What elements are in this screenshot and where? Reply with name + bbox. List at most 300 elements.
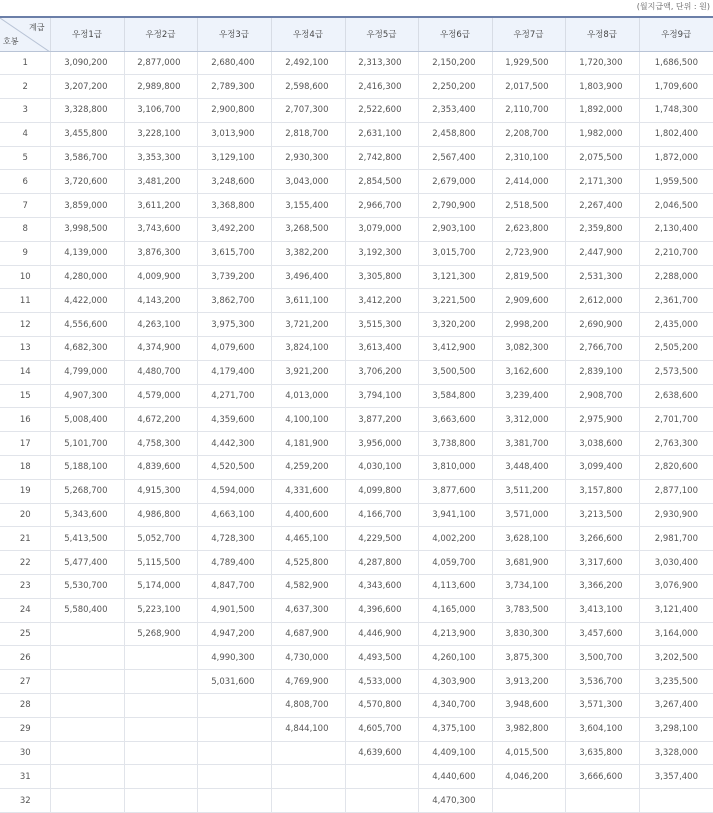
- step-cell: 27: [0, 670, 50, 694]
- salary-cell: 2,680,400: [197, 51, 271, 75]
- salary-cell: 1,686,500: [639, 51, 713, 75]
- salary-cell: [50, 622, 124, 646]
- salary-cell: 4,287,800: [345, 551, 418, 575]
- grade-header: 우정4급: [271, 17, 345, 51]
- step-cell: 8: [0, 218, 50, 242]
- salary-cell: 4,594,000: [197, 479, 271, 503]
- salary-cell: 3,794,100: [345, 384, 418, 408]
- grade-header: 우정6급: [418, 17, 492, 51]
- salary-cell: 3,030,400: [639, 551, 713, 575]
- salary-cell: 3,584,800: [418, 384, 492, 408]
- salary-cell: 2,046,500: [639, 194, 713, 218]
- salary-cell: 5,031,600: [197, 670, 271, 694]
- salary-cell: 3,611,200: [124, 194, 197, 218]
- salary-cell: 4,605,700: [345, 717, 418, 741]
- salary-cell: 4,374,900: [124, 337, 197, 361]
- salary-cell: 4,181,900: [271, 432, 345, 456]
- salary-cell: 5,343,600: [50, 503, 124, 527]
- salary-cell: 4,166,700: [345, 503, 418, 527]
- salary-cell: 3,192,300: [345, 241, 418, 265]
- step-cell: 24: [0, 598, 50, 622]
- salary-cell: 1,929,500: [492, 51, 565, 75]
- salary-cell: 2,854,500: [345, 170, 418, 194]
- salary-cell: 2,150,200: [418, 51, 492, 75]
- salary-cell: 4,013,000: [271, 384, 345, 408]
- salary-cell: 3,738,800: [418, 432, 492, 456]
- salary-cell: 4,839,600: [124, 456, 197, 480]
- salary-cell: 4,525,800: [271, 551, 345, 575]
- salary-cell: 4,682,300: [50, 337, 124, 361]
- salary-cell: [271, 789, 345, 813]
- grade-header: 우정8급: [565, 17, 639, 51]
- step-cell: 11: [0, 289, 50, 313]
- salary-cell: 5,223,100: [124, 598, 197, 622]
- salary-cell: 4,229,500: [345, 527, 418, 551]
- salary-cell: 3,381,700: [492, 432, 565, 456]
- salary-cell: 3,328,000: [639, 741, 713, 765]
- step-cell: 15: [0, 384, 50, 408]
- salary-cell: 5,052,700: [124, 527, 197, 551]
- salary-cell: [124, 646, 197, 670]
- salary-cell: 4,015,500: [492, 741, 565, 765]
- table-body: [0, 51, 713, 813]
- table-row: [0, 670, 713, 694]
- salary-cell: 1,803,900: [565, 75, 639, 99]
- salary-cell: 4,165,000: [418, 598, 492, 622]
- salary-cell: 3,877,600: [418, 479, 492, 503]
- salary-cell: [124, 670, 197, 694]
- salary-cell: 2,359,800: [565, 218, 639, 242]
- salary-cell: [345, 765, 418, 789]
- table-row: [0, 51, 713, 75]
- step-cell: 12: [0, 313, 50, 337]
- salary-cell: 4,493,500: [345, 646, 418, 670]
- salary-cell: 3,162,600: [492, 360, 565, 384]
- table-row: [0, 456, 713, 480]
- salary-cell: 3,268,500: [271, 218, 345, 242]
- corner-header: [0, 17, 50, 51]
- salary-cell: 2,819,500: [492, 265, 565, 289]
- salary-cell: 3,038,600: [565, 432, 639, 456]
- salary-cell: 2,522,600: [345, 99, 418, 123]
- table-row: [0, 503, 713, 527]
- salary-cell: 3,298,100: [639, 717, 713, 741]
- salary-cell: 3,267,400: [639, 694, 713, 718]
- salary-cell: 3,357,400: [639, 765, 713, 789]
- step-cell: 17: [0, 432, 50, 456]
- step-cell: 9: [0, 241, 50, 265]
- salary-cell: 5,101,700: [50, 432, 124, 456]
- step-cell: 32: [0, 789, 50, 813]
- salary-cell: 2,839,100: [565, 360, 639, 384]
- salary-cell: 3,706,200: [345, 360, 418, 384]
- salary-cell: 4,030,100: [345, 456, 418, 480]
- salary-cell: 2,903,100: [418, 218, 492, 242]
- salary-cell: 2,981,700: [639, 527, 713, 551]
- salary-cell: 3,043,000: [271, 170, 345, 194]
- salary-cell: 2,208,700: [492, 122, 565, 146]
- salary-cell: 5,268,900: [124, 622, 197, 646]
- salary-cell: 2,790,900: [418, 194, 492, 218]
- salary-cell: 3,743,600: [124, 218, 197, 242]
- step-cell: 23: [0, 575, 50, 599]
- grade-header: 우정5급: [345, 17, 418, 51]
- salary-cell: 4,139,000: [50, 241, 124, 265]
- table-row: [0, 384, 713, 408]
- salary-cell: 3,720,600: [50, 170, 124, 194]
- salary-cell: 3,013,900: [197, 122, 271, 146]
- step-cell: 16: [0, 408, 50, 432]
- salary-cell: 2,679,000: [418, 170, 492, 194]
- salary-cell: 3,875,300: [492, 646, 565, 670]
- step-cell: 4: [0, 122, 50, 146]
- salary-cell: 4,901,500: [197, 598, 271, 622]
- salary-cell: [50, 670, 124, 694]
- salary-cell: 4,143,200: [124, 289, 197, 313]
- salary-cell: 3,586,700: [50, 146, 124, 170]
- salary-cell: 2,900,800: [197, 99, 271, 123]
- salary-cell: 3,366,200: [565, 575, 639, 599]
- salary-cell: 3,859,000: [50, 194, 124, 218]
- step-cell: 13: [0, 337, 50, 361]
- salary-cell: 3,666,600: [565, 765, 639, 789]
- salary-cell: 3,202,500: [639, 646, 713, 670]
- table-row: [0, 575, 713, 599]
- salary-cell: 3,604,100: [565, 717, 639, 741]
- salary-cell: 2,612,000: [565, 289, 639, 313]
- table-row: [0, 646, 713, 670]
- salary-cell: 4,947,200: [197, 622, 271, 646]
- salary-cell: 2,789,300: [197, 75, 271, 99]
- salary-cell: 1,982,000: [565, 122, 639, 146]
- grade-header: 우정2급: [124, 17, 197, 51]
- salary-cell: 3,082,300: [492, 337, 565, 361]
- salary-cell: 2,267,400: [565, 194, 639, 218]
- salary-cell: 3,921,200: [271, 360, 345, 384]
- salary-cell: 4,260,100: [418, 646, 492, 670]
- salary-cell: 5,188,100: [50, 456, 124, 480]
- salary-cell: 2,908,700: [565, 384, 639, 408]
- salary-cell: 5,477,400: [50, 551, 124, 575]
- step-cell: 7: [0, 194, 50, 218]
- salary-cell: 3,571,300: [565, 694, 639, 718]
- salary-cell: 3,413,100: [565, 598, 639, 622]
- salary-cell: 2,567,400: [418, 146, 492, 170]
- salary-cell: 1,709,600: [639, 75, 713, 99]
- table-row: [0, 527, 713, 551]
- step-cell: 20: [0, 503, 50, 527]
- salary-cell: 4,400,600: [271, 503, 345, 527]
- step-cell: 22: [0, 551, 50, 575]
- salary-cell: 4,113,600: [418, 575, 492, 599]
- salary-cell: 2,075,500: [565, 146, 639, 170]
- salary-cell: 3,155,400: [271, 194, 345, 218]
- salary-cell: 4,396,600: [345, 598, 418, 622]
- step-cell: 3: [0, 99, 50, 123]
- table-row: [0, 765, 713, 789]
- salary-cell: 3,913,200: [492, 670, 565, 694]
- salary-cell: [639, 789, 713, 813]
- salary-cell: [124, 765, 197, 789]
- table-row: [0, 241, 713, 265]
- unit-note: (월지급액, 단위 : 원): [636, 2, 710, 11]
- step-cell: 21: [0, 527, 50, 551]
- salary-cell: 1,872,000: [639, 146, 713, 170]
- salary-cell: 4,046,200: [492, 765, 565, 789]
- step-axis-label: 호봉: [3, 36, 19, 46]
- table-row: [0, 622, 713, 646]
- salary-cell: 3,721,200: [271, 313, 345, 337]
- salary-cell: 4,099,800: [345, 479, 418, 503]
- salary-cell: 4,446,900: [345, 622, 418, 646]
- salary-cell: 4,442,300: [197, 432, 271, 456]
- salary-cell: 4,280,000: [50, 265, 124, 289]
- salary-cell: 3,877,200: [345, 408, 418, 432]
- salary-cell: 3,455,800: [50, 122, 124, 146]
- salary-cell: 2,210,700: [639, 241, 713, 265]
- salary-cell: 2,930,900: [639, 503, 713, 527]
- step-cell: 10: [0, 265, 50, 289]
- salary-cell: 3,266,600: [565, 527, 639, 551]
- salary-cell: 3,121,300: [418, 265, 492, 289]
- step-cell: 1: [0, 51, 50, 75]
- salary-cell: 3,982,800: [492, 717, 565, 741]
- table-row: [0, 170, 713, 194]
- salary-cell: [50, 741, 124, 765]
- table-row: [0, 717, 713, 741]
- salary-cell: 2,723,900: [492, 241, 565, 265]
- salary-cell: 4,990,300: [197, 646, 271, 670]
- salary-cell: 3,248,600: [197, 170, 271, 194]
- salary-cell: 3,739,200: [197, 265, 271, 289]
- salary-cell: 2,361,700: [639, 289, 713, 313]
- salary-cell: 3,941,100: [418, 503, 492, 527]
- salary-cell: 3,099,400: [565, 456, 639, 480]
- salary-cell: 3,681,900: [492, 551, 565, 575]
- grade-header: 우정1급: [50, 17, 124, 51]
- salary-cell: 4,465,100: [271, 527, 345, 551]
- table-row: [0, 313, 713, 337]
- salary-cell: 4,637,300: [271, 598, 345, 622]
- table-row: [0, 265, 713, 289]
- salary-cell: 4,520,500: [197, 456, 271, 480]
- salary-cell: 3,129,100: [197, 146, 271, 170]
- salary-cell: 2,763,300: [639, 432, 713, 456]
- salary-cell: 3,239,400: [492, 384, 565, 408]
- salary-cell: 4,582,900: [271, 575, 345, 599]
- table-row: [0, 360, 713, 384]
- step-cell: 6: [0, 170, 50, 194]
- table-row: [0, 598, 713, 622]
- table-row: [0, 741, 713, 765]
- salary-cell: 4,059,700: [418, 551, 492, 575]
- grade-axis-label: 계급: [29, 23, 45, 32]
- salary-cell: 4,915,300: [124, 479, 197, 503]
- salary-cell: 3,500,700: [565, 646, 639, 670]
- salary-cell: 3,412,200: [345, 289, 418, 313]
- salary-cell: [271, 765, 345, 789]
- salary-cell: 2,690,900: [565, 313, 639, 337]
- salary-cell: 3,015,700: [418, 241, 492, 265]
- salary-cell: 3,328,800: [50, 99, 124, 123]
- salary-cell: [124, 717, 197, 741]
- salary-cell: 4,263,100: [124, 313, 197, 337]
- salary-cell: 3,492,200: [197, 218, 271, 242]
- salary-cell: 4,758,300: [124, 432, 197, 456]
- salary-cell: 4,570,800: [345, 694, 418, 718]
- salary-cell: 3,810,000: [418, 456, 492, 480]
- step-cell: 31: [0, 765, 50, 789]
- salary-cell: 2,766,700: [565, 337, 639, 361]
- salary-cell: 2,492,100: [271, 51, 345, 75]
- salary-cell: 3,305,800: [345, 265, 418, 289]
- salary-cell: 3,164,000: [639, 622, 713, 646]
- salary-cell: 3,515,300: [345, 313, 418, 337]
- table-row: [0, 479, 713, 503]
- salary-cell: [492, 789, 565, 813]
- step-cell: 29: [0, 717, 50, 741]
- salary-cell: 3,076,900: [639, 575, 713, 599]
- table-row: [0, 694, 713, 718]
- salary-cell: 2,877,000: [124, 51, 197, 75]
- salary-cell: 2,353,400: [418, 99, 492, 123]
- salary-cell: 3,368,800: [197, 194, 271, 218]
- salary-cell: 4,079,600: [197, 337, 271, 361]
- salary-cell: 3,317,600: [565, 551, 639, 575]
- salary-cell: 3,235,500: [639, 670, 713, 694]
- salary-cell: 4,259,200: [271, 456, 345, 480]
- salary-cell: 1,802,400: [639, 122, 713, 146]
- salary-cell: 4,844,100: [271, 717, 345, 741]
- salary-cell: 2,998,200: [492, 313, 565, 337]
- salary-cell: 3,783,500: [492, 598, 565, 622]
- salary-cell: 3,876,300: [124, 241, 197, 265]
- step-cell: 14: [0, 360, 50, 384]
- salary-cell: 2,638,600: [639, 384, 713, 408]
- salary-cell: 4,100,100: [271, 408, 345, 432]
- salary-cell: 4,728,300: [197, 527, 271, 551]
- salary-cell: 3,207,200: [50, 75, 124, 99]
- salary-cell: 4,179,400: [197, 360, 271, 384]
- table-row: [0, 789, 713, 813]
- salary-cell: 4,375,100: [418, 717, 492, 741]
- salary-cell: 3,382,200: [271, 241, 345, 265]
- salary-cell: 3,496,400: [271, 265, 345, 289]
- salary-cell: 2,966,700: [345, 194, 418, 218]
- table-row: [0, 194, 713, 218]
- salary-cell: 4,422,000: [50, 289, 124, 313]
- salary-cell: 3,862,700: [197, 289, 271, 313]
- salary-cell: 4,769,900: [271, 670, 345, 694]
- salary-cell: 3,090,200: [50, 51, 124, 75]
- salary-cell: 2,310,100: [492, 146, 565, 170]
- salary-cell: 3,312,000: [492, 408, 565, 432]
- table-row: [0, 551, 713, 575]
- salary-cell: 5,115,500: [124, 551, 197, 575]
- table-row: [0, 99, 713, 123]
- salary-cell: 4,343,600: [345, 575, 418, 599]
- salary-cell: 2,435,000: [639, 313, 713, 337]
- salary-cell: [197, 717, 271, 741]
- salary-cell: 2,288,000: [639, 265, 713, 289]
- grade-header: 우정9급: [639, 17, 713, 51]
- salary-cell: [197, 765, 271, 789]
- salary-cell: 3,481,200: [124, 170, 197, 194]
- salary-cell: 1,748,300: [639, 99, 713, 123]
- salary-cell: 4,789,400: [197, 551, 271, 575]
- salary-cell: 2,505,200: [639, 337, 713, 361]
- salary-cell: 2,820,600: [639, 456, 713, 480]
- salary-cell: 3,511,200: [492, 479, 565, 503]
- step-cell: 28: [0, 694, 50, 718]
- salary-cell: 4,672,200: [124, 408, 197, 432]
- salary-cell: 4,002,200: [418, 527, 492, 551]
- salary-cell: 4,009,900: [124, 265, 197, 289]
- salary-cell: 3,571,000: [492, 503, 565, 527]
- step-cell: 19: [0, 479, 50, 503]
- salary-cell: 3,975,300: [197, 313, 271, 337]
- step-cell: 30: [0, 741, 50, 765]
- salary-cell: 3,628,100: [492, 527, 565, 551]
- salary-cell: 4,409,100: [418, 741, 492, 765]
- salary-cell: [50, 789, 124, 813]
- table-row: [0, 289, 713, 313]
- salary-cell: 2,414,000: [492, 170, 565, 194]
- salary-cell: 5,580,400: [50, 598, 124, 622]
- table-row: [0, 122, 713, 146]
- salary-cell: 2,930,300: [271, 146, 345, 170]
- salary-cell: 4,907,300: [50, 384, 124, 408]
- salary-cell: 4,687,900: [271, 622, 345, 646]
- salary-cell: 2,975,900: [565, 408, 639, 432]
- salary-cell: 2,707,300: [271, 99, 345, 123]
- table-row: [0, 146, 713, 170]
- salary-cell: 3,615,700: [197, 241, 271, 265]
- salary-cell: 4,533,000: [345, 670, 418, 694]
- salary-cell: [50, 646, 124, 670]
- salary-cell: [565, 789, 639, 813]
- salary-cell: 3,613,400: [345, 337, 418, 361]
- salary-cell: 2,110,700: [492, 99, 565, 123]
- salary-cell: 2,631,100: [345, 122, 418, 146]
- salary-cell: 3,956,000: [345, 432, 418, 456]
- salary-cell: [124, 694, 197, 718]
- step-cell: 5: [0, 146, 50, 170]
- salary-cell: 2,989,800: [124, 75, 197, 99]
- salary-cell: 3,500,500: [418, 360, 492, 384]
- salary-cell: 2,701,700: [639, 408, 713, 432]
- salary-cell: 5,008,400: [50, 408, 124, 432]
- salary-cell: 5,413,500: [50, 527, 124, 551]
- salary-cell: 1,720,300: [565, 51, 639, 75]
- salary-cell: 3,213,500: [565, 503, 639, 527]
- salary-cell: 2,017,500: [492, 75, 565, 99]
- salary-cell: 2,130,400: [639, 218, 713, 242]
- salary-cell: 4,847,700: [197, 575, 271, 599]
- salary-cell: 3,734,100: [492, 575, 565, 599]
- salary-cell: 4,556,600: [50, 313, 124, 337]
- salary-cell: 2,909,600: [492, 289, 565, 313]
- salary-cell: 2,818,700: [271, 122, 345, 146]
- salary-cell: 3,228,100: [124, 122, 197, 146]
- salary-cell: [197, 694, 271, 718]
- salary-cell: 4,213,900: [418, 622, 492, 646]
- salary-cell: 2,531,300: [565, 265, 639, 289]
- salary-cell: 4,808,700: [271, 694, 345, 718]
- salary-cell: [50, 765, 124, 789]
- salary-cell: 3,221,500: [418, 289, 492, 313]
- salary-cell: 3,457,600: [565, 622, 639, 646]
